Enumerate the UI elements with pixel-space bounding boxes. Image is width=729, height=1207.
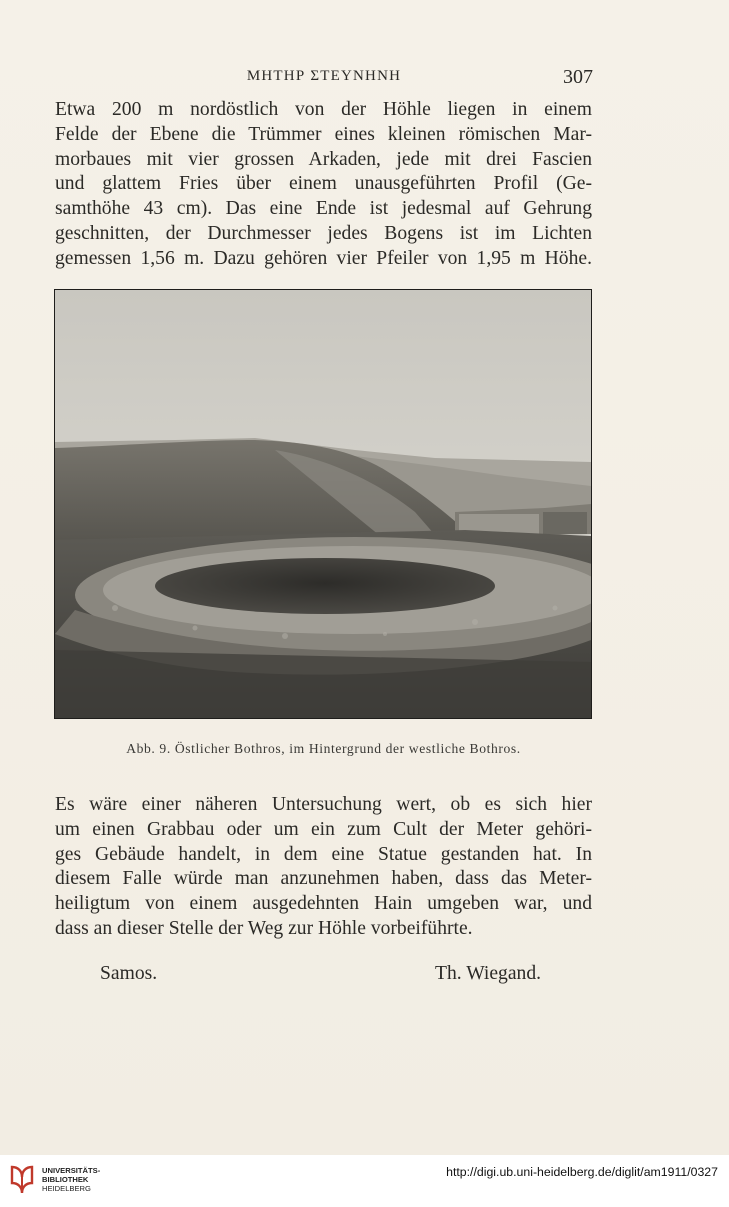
library-name-line: BIBLIOTHEK: [42, 1175, 89, 1184]
text-line: um einen Grabbau oder um ein zum Cult der Meter gehöri-: [55, 818, 592, 840]
signature-place: Samos.: [100, 963, 158, 984]
text-line: gemessen 1,56 m. Dazu gehören vier Pfeiler von 1,95 m Höhe.: [55, 247, 592, 269]
figure-caption: Abb. 9. Östlicher Bothros, im Hintergrund der westliche Bothros.: [126, 741, 521, 756]
running-head-title: ΜΗΤΗΡ ΣΤΕΥΝΗΝΗ: [246, 68, 402, 84]
signature-author: Th. Wiegand.: [435, 963, 542, 984]
paragraph-1: [55, 98, 592, 272]
bothros-photograph: [54, 289, 592, 719]
text-line: ges Gebäude handelt, in dem eine Statue gestanden hat. In: [55, 843, 592, 865]
text-line: geschnitten, der Durchmesser jedes Bogens ist im Lichten: [55, 222, 592, 244]
text-line: morbaues mit vier grossen Arkaden, jede mit drei Fascien: [55, 148, 592, 170]
university-library-heidelberg-logo-icon[interactable]: [8, 1163, 36, 1197]
library-name: [42, 1166, 100, 1193]
text-line: heiligtum von einem ausgedehnten Hain umgeben war, und: [55, 893, 592, 915]
landscape-photo-illustration: [55, 290, 591, 718]
library-name-line: HEIDELBERG: [42, 1184, 91, 1193]
source-url-link[interactable]: http://digi.ub.uni-heidelberg.de/diglit/am1911/0327: [446, 1165, 718, 1179]
text-line: Es wäre einer näheren Untersuchung wert, ob es sich hier: [55, 794, 592, 815]
running-head: [55, 68, 593, 90]
text-line: diesem Falle würde man anzunehmen haben, dass das Meter-: [55, 868, 592, 890]
text-line: Felde der Ebene die Trümmer eines kleinen römischen Mar-: [55, 123, 592, 145]
digitization-footer: [0, 1155, 729, 1207]
text-line: Etwa 200 m nordöstlich von der Höhle liegen in einem: [55, 99, 592, 120]
text-line: und glattem Fries über einem unausgeführten Profil (Ge-: [55, 173, 592, 195]
paragraph-2: [55, 793, 592, 942]
library-name-line: UNIVERSITÄTS-: [42, 1166, 101, 1175]
text-line: dass an dieser Stelle der Weg zur Höhle vorbeiführte.: [55, 917, 473, 939]
page-number: 307: [563, 66, 593, 88]
text-line: samthöhe 43 cm). Das eine Ende ist jedesmal auf Gehrung: [55, 198, 592, 220]
